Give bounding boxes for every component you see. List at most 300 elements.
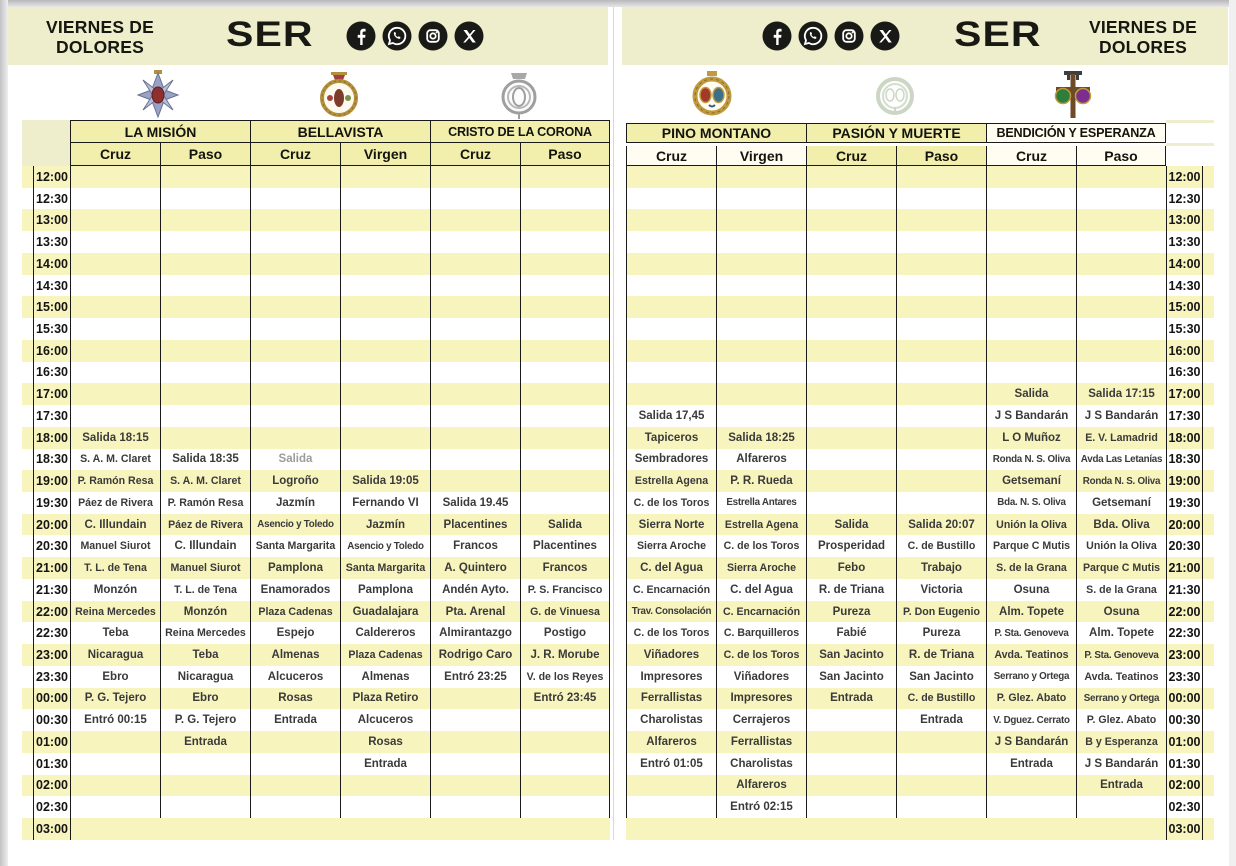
schedule-cell xyxy=(986,318,1076,340)
time-label: 15:30 xyxy=(1166,318,1203,340)
schedule-cell: Salida 19.45 xyxy=(430,492,520,514)
time-label: 20:00 xyxy=(1166,514,1203,536)
time-label: 02:00 xyxy=(1166,775,1203,797)
margin-strip xyxy=(22,231,33,253)
schedule-cell xyxy=(806,362,896,384)
schedule-cell: Jazmín xyxy=(250,492,340,514)
margin-strip xyxy=(1203,362,1214,384)
schedule-cell xyxy=(1076,318,1166,340)
schedule-cell: Guadalajara xyxy=(340,601,430,623)
schedule-cell xyxy=(430,449,520,471)
schedule-cell xyxy=(70,296,160,318)
schedule-cell: Estrella Agena xyxy=(626,470,716,492)
schedule-cell: T. L. de Tena xyxy=(70,557,160,579)
schedule-cell: Fernando VI xyxy=(340,492,430,514)
schedule-cell xyxy=(160,231,250,253)
col-header-pino-montano-virgen: Virgen xyxy=(716,146,806,166)
event-title: VIERNES DE DOLORES xyxy=(46,17,154,58)
schedule-cell xyxy=(806,731,896,753)
schedule-cell xyxy=(896,253,986,275)
bellavista-emblem xyxy=(316,69,362,126)
time-label: 21:00 xyxy=(1166,557,1203,579)
schedule-cell xyxy=(716,275,806,297)
schedule-cell xyxy=(340,253,430,275)
right-panel xyxy=(622,7,1228,866)
schedule-cell xyxy=(520,405,610,427)
margin-strip xyxy=(1203,818,1214,840)
schedule-cell: Teba xyxy=(160,644,250,666)
schedule-cell xyxy=(70,188,160,210)
instagram-icon xyxy=(834,21,864,51)
schedule-cell xyxy=(340,231,430,253)
schedule-cell xyxy=(626,209,716,231)
time-label: 15:30 xyxy=(33,318,70,340)
schedule-cell: Salida 18:25 xyxy=(716,427,806,449)
schedule-cell xyxy=(806,275,896,297)
margin-strip xyxy=(22,796,33,818)
schedule-cell xyxy=(986,209,1076,231)
schedule-cell xyxy=(70,775,160,797)
schedule-cell xyxy=(716,231,806,253)
schedule-cell: P. Glez. Abato xyxy=(986,688,1076,710)
schedule-cell xyxy=(430,405,520,427)
schedule-cell xyxy=(70,405,160,427)
schedule-cell: Charolistas xyxy=(716,753,806,775)
time-label: 17:30 xyxy=(1166,405,1203,427)
time-label: 14:30 xyxy=(33,275,70,297)
schedule-cell xyxy=(806,383,896,405)
schedule-cell: Rodrigo Caro xyxy=(430,644,520,666)
schedule-cell xyxy=(520,753,610,775)
schedule-cell xyxy=(160,166,250,188)
schedule-cell xyxy=(896,405,986,427)
schedule-cell: Febo xyxy=(806,557,896,579)
schedule-cell xyxy=(250,405,340,427)
schedule-cell xyxy=(1076,188,1166,210)
pino-montano-emblem xyxy=(689,69,735,126)
schedule-cell xyxy=(806,492,896,514)
schedule-cell: Salida 20:07 xyxy=(896,514,986,536)
time-label: 15:00 xyxy=(1166,296,1203,318)
schedule-cell: Alm. Topete xyxy=(986,601,1076,623)
schedule-cell xyxy=(1076,796,1166,818)
schedule-cell xyxy=(70,818,160,840)
schedule-cell: Charolistas xyxy=(626,709,716,731)
schedule-cell xyxy=(160,427,250,449)
schedule-cell xyxy=(340,449,430,471)
schedule-cell xyxy=(430,470,520,492)
schedule-cell xyxy=(250,796,340,818)
table-corner xyxy=(22,120,70,143)
schedule-cell xyxy=(986,340,1076,362)
schedule-cell: Alcuceros xyxy=(340,709,430,731)
margin-strip xyxy=(1203,601,1214,623)
schedule-cell xyxy=(1076,818,1166,840)
schedule-cell xyxy=(716,362,806,384)
schedule-cell xyxy=(626,796,716,818)
time-label: 12:00 xyxy=(1166,166,1203,188)
schedule-cell: Sierra Aroche xyxy=(716,557,806,579)
schedule-cell xyxy=(70,362,160,384)
schedule-cell xyxy=(626,383,716,405)
margin-strip xyxy=(1203,188,1214,210)
schedule-cell: Sierra Aroche xyxy=(626,535,716,557)
schedule-cell xyxy=(160,383,250,405)
table-body xyxy=(626,166,1214,840)
schedule-cell xyxy=(520,427,610,449)
schedule-cell xyxy=(986,275,1076,297)
schedule-cell: Páez de Rivera xyxy=(70,492,160,514)
margin-strip xyxy=(1203,427,1214,449)
schedule-cell xyxy=(160,340,250,362)
margin-strip xyxy=(1203,231,1214,253)
schedule-cell: Francos xyxy=(430,535,520,557)
schedule-cell: Osuna xyxy=(986,579,1076,601)
schedule-cell xyxy=(806,753,896,775)
schedule-cell xyxy=(340,362,430,384)
col-header-la-mision-paso: Paso xyxy=(160,143,250,166)
schedule-cell: Ronda N. S. Oliva xyxy=(1076,470,1166,492)
schedule-cell: Estrella Antares xyxy=(716,492,806,514)
schedule-cell xyxy=(896,796,986,818)
schedule-cell xyxy=(1076,231,1166,253)
schedule-cell: Salida xyxy=(806,514,896,536)
time-label: 16:00 xyxy=(33,340,70,362)
time-label: 12:30 xyxy=(1166,188,1203,210)
schedule-cell xyxy=(896,427,986,449)
margin-strip xyxy=(22,731,33,753)
schedule-cell xyxy=(716,405,806,427)
schedule-cell xyxy=(806,318,896,340)
schedule-cell: C. Illundain xyxy=(70,514,160,536)
table-body xyxy=(22,166,610,840)
schedule-cell xyxy=(430,209,520,231)
schedule-cell: L O Muñoz xyxy=(986,427,1076,449)
schedule-cell: Avda. Teatinos xyxy=(1076,666,1166,688)
schedule-cell xyxy=(716,209,806,231)
schedule-cell: Impresores xyxy=(626,666,716,688)
schedule-cell xyxy=(806,188,896,210)
schedule-cell xyxy=(986,775,1076,797)
schedule-cell: Manuel Siurot xyxy=(160,557,250,579)
time-label: 17:00 xyxy=(1166,383,1203,405)
schedule-cell: Pamplona xyxy=(250,557,340,579)
schedule-cell: Ferrallistas xyxy=(716,731,806,753)
time-label: 15:00 xyxy=(33,296,70,318)
schedule-cell: C. del Agua xyxy=(716,579,806,601)
schedule-cell xyxy=(430,753,520,775)
page-edge-right xyxy=(1229,0,1236,866)
schedule-cell: C. de Bustillo xyxy=(896,688,986,710)
table-corner xyxy=(1166,120,1214,123)
schedule-cell xyxy=(250,296,340,318)
schedule-cell: C. Illundain xyxy=(160,535,250,557)
schedule-cell xyxy=(520,470,610,492)
schedule-cell xyxy=(520,449,610,471)
schedule-cell: P. S. Francisco xyxy=(520,579,610,601)
margin-strip xyxy=(1203,644,1214,666)
schedule-cell: J S Bandarán xyxy=(986,731,1076,753)
page-edge-top xyxy=(0,0,1236,7)
time-label: 22:30 xyxy=(33,622,70,644)
schedule-cell: Plaza Retiro xyxy=(340,688,430,710)
schedule-cell: Andén Ayto. xyxy=(430,579,520,601)
schedule-cell: Entró 23:45 xyxy=(520,688,610,710)
schedule-cell xyxy=(896,166,986,188)
schedule-cell: Entrada xyxy=(1076,775,1166,797)
schedule-cell xyxy=(340,340,430,362)
group-header-cristo-de-la-corona: CRISTO DE LA CORONA xyxy=(430,120,610,143)
schedule-cell: R. de Triana xyxy=(806,579,896,601)
schedule-cell xyxy=(986,796,1076,818)
margin-strip xyxy=(1203,405,1214,427)
schedule-cell xyxy=(806,818,896,840)
schedule-cell: S. de la Grana xyxy=(1076,579,1166,601)
schedule-cell: Osuna xyxy=(1076,601,1166,623)
schedule-cell: Reina Mercedes xyxy=(160,622,250,644)
schedule-cell: B y Esperanza xyxy=(1076,731,1166,753)
schedule-cell: Rosas xyxy=(340,731,430,753)
col-header-bellavista-virgen: Virgen xyxy=(340,143,430,166)
schedule-cell: C. de los Toros xyxy=(626,492,716,514)
schedule-cell xyxy=(520,318,610,340)
schedule-cell xyxy=(430,188,520,210)
schedule-cell: J S Bandarán xyxy=(986,405,1076,427)
schedule-cell xyxy=(340,775,430,797)
schedule-cell xyxy=(986,231,1076,253)
schedule-cell xyxy=(896,753,986,775)
schedule-cell xyxy=(430,427,520,449)
left-banner xyxy=(8,7,608,65)
schedule-cell: Ferrallistas xyxy=(626,688,716,710)
schedule-cell: Plaza Cadenas xyxy=(340,644,430,666)
schedule-cell: C. de Bustillo xyxy=(896,535,986,557)
margin-strip xyxy=(1203,492,1214,514)
margin-strip xyxy=(1203,557,1214,579)
margin-strip xyxy=(1203,775,1214,797)
schedule-cell xyxy=(160,209,250,231)
schedule-cell: Pamplona xyxy=(340,579,430,601)
schedule-cell: Ebro xyxy=(70,666,160,688)
schedule-cell xyxy=(1076,296,1166,318)
schedule-cell xyxy=(340,209,430,231)
schedule-cell xyxy=(520,731,610,753)
schedule-cell: Entrada xyxy=(896,709,986,731)
margin-strip xyxy=(22,688,33,710)
margin-strip xyxy=(22,405,33,427)
la-mision-emblem xyxy=(135,69,181,126)
schedule-cell: Asencio y Toledo xyxy=(250,514,340,536)
time-label: 16:00 xyxy=(1166,340,1203,362)
schedule-cell: Entrada xyxy=(340,753,430,775)
schedule-cell xyxy=(1076,275,1166,297)
schedule-cell xyxy=(430,275,520,297)
schedule-cell xyxy=(806,231,896,253)
margin-strip xyxy=(22,557,33,579)
time-label: 12:00 xyxy=(33,166,70,188)
schedule-cell: P. R. Rueda xyxy=(716,470,806,492)
schedule-cell: Entró 02:15 xyxy=(716,796,806,818)
schedule-cell: Serrano y Ortega xyxy=(986,666,1076,688)
schedule-cell xyxy=(70,318,160,340)
schedule-cell: Trav. Consolación xyxy=(626,601,716,623)
schedule-cell xyxy=(430,340,520,362)
schedule-cell: P. Sta. Genoveva xyxy=(1076,644,1166,666)
schedule-cell xyxy=(806,427,896,449)
schedule-cell: San Jacinto xyxy=(896,666,986,688)
col-header-la-mision-cruz: Cruz xyxy=(70,143,160,166)
schedule-cell xyxy=(520,296,610,318)
schedule-cell xyxy=(430,709,520,731)
col-header-bendicion-y-esperanza-paso: Paso xyxy=(1076,146,1166,166)
social-icons xyxy=(346,21,484,51)
time-label: 16:30 xyxy=(1166,362,1203,384)
schedule-cell xyxy=(716,818,806,840)
schedule-cell xyxy=(626,188,716,210)
social-icons xyxy=(762,21,900,51)
margin-strip xyxy=(22,514,33,536)
table-corner xyxy=(22,143,70,166)
schedule-cell: V. Dguez. Cerrato xyxy=(986,709,1076,731)
time-label: 01:30 xyxy=(33,753,70,775)
schedule-cell xyxy=(626,275,716,297)
schedule-cell xyxy=(160,775,250,797)
schedule-cell xyxy=(626,231,716,253)
schedule-cell xyxy=(1076,362,1166,384)
schedule-cell: P. G. Tejero xyxy=(160,709,250,731)
time-label: 14:00 xyxy=(33,253,70,275)
time-label: 13:30 xyxy=(1166,231,1203,253)
schedule-cell: Getsemaní xyxy=(986,470,1076,492)
time-label: 02:30 xyxy=(33,796,70,818)
schedule-cell: P. Glez. Abato xyxy=(1076,709,1166,731)
schedule-cell xyxy=(340,318,430,340)
schedule-cell xyxy=(520,383,610,405)
schedule-cell: Viñadores xyxy=(626,644,716,666)
time-label: 20:30 xyxy=(33,535,70,557)
time-label: 00:30 xyxy=(33,709,70,731)
schedule-cell: Francos xyxy=(520,557,610,579)
schedule-cell xyxy=(806,209,896,231)
schedule-cell xyxy=(160,796,250,818)
schedule-cell: Asencio y Toledo xyxy=(340,535,430,557)
right-banner xyxy=(622,7,1228,65)
margin-strip xyxy=(22,601,33,623)
schedule-cell xyxy=(430,296,520,318)
col-header-cristo-de-la-corona-cruz: Cruz xyxy=(430,143,520,166)
schedule-cell: S. de la Grana xyxy=(986,557,1076,579)
schedule-cell xyxy=(70,731,160,753)
schedule-cell xyxy=(896,231,986,253)
margin-strip xyxy=(22,275,33,297)
schedule-cell: Pureza xyxy=(806,601,896,623)
time-label: 01:30 xyxy=(1166,753,1203,775)
margin-strip xyxy=(22,579,33,601)
schedule-cell xyxy=(70,340,160,362)
schedule-cell: Entró 01:05 xyxy=(626,753,716,775)
schedule-cell: Teba xyxy=(70,622,160,644)
schedule-cell: Salida 18:15 xyxy=(70,427,160,449)
schedule-cell xyxy=(896,470,986,492)
margin-strip xyxy=(22,709,33,731)
x-icon xyxy=(454,21,484,51)
time-label: 14:00 xyxy=(1166,253,1203,275)
schedule-cell: Trabajo xyxy=(896,557,986,579)
schedule-cell: E. V. Lamadrid xyxy=(1076,427,1166,449)
schedule-cell xyxy=(340,796,430,818)
schedule-cell: San Jacinto xyxy=(806,644,896,666)
schedule-cell: Tapiceros xyxy=(626,427,716,449)
schedule-cell xyxy=(430,796,520,818)
schedule-cell xyxy=(160,405,250,427)
schedule-cell xyxy=(520,231,610,253)
schedule-cell: C. de los Toros xyxy=(716,644,806,666)
schedule-cell xyxy=(896,275,986,297)
whatsapp-icon xyxy=(382,21,412,51)
schedule-cell xyxy=(160,253,250,275)
schedule-cell xyxy=(520,188,610,210)
margin-strip xyxy=(1203,275,1214,297)
schedule-cell xyxy=(716,166,806,188)
schedule-cell: Páez de Rivera xyxy=(160,514,250,536)
ser-logo: SER xyxy=(226,15,314,55)
schedule-cell xyxy=(520,340,610,362)
schedule-cell xyxy=(160,296,250,318)
schedule-cell xyxy=(896,492,986,514)
margin-strip xyxy=(22,535,33,557)
time-label: 14:30 xyxy=(1166,275,1203,297)
margin-strip xyxy=(1203,796,1214,818)
panel-divider xyxy=(613,7,614,840)
schedule-cell: Impresores xyxy=(716,688,806,710)
schedule-cell: Reina Mercedes xyxy=(70,601,160,623)
schedule-cell: Plaza Cadenas xyxy=(250,601,340,623)
schedule-cell: Sembradores xyxy=(626,449,716,471)
time-label: 19:00 xyxy=(33,470,70,492)
ser-logo: SER xyxy=(954,15,1042,55)
time-label: 18:00 xyxy=(33,427,70,449)
time-label: 17:30 xyxy=(33,405,70,427)
emblem-band xyxy=(8,65,608,120)
schedule-cell xyxy=(716,340,806,362)
margin-strip xyxy=(22,492,33,514)
col-header-cristo-de-la-corona-paso: Paso xyxy=(520,143,610,166)
margin-strip xyxy=(22,775,33,797)
schedule-cell xyxy=(1076,166,1166,188)
schedule-cell xyxy=(1076,340,1166,362)
emblem-band xyxy=(622,65,1228,120)
time-label: 01:00 xyxy=(1166,731,1203,753)
schedule-cell: Caldereros xyxy=(340,622,430,644)
margin-strip xyxy=(1203,622,1214,644)
schedule-cell xyxy=(626,166,716,188)
time-label: 03:00 xyxy=(1166,818,1203,840)
schedule-cell: Almenas xyxy=(340,666,430,688)
time-label: 00:30 xyxy=(1166,709,1203,731)
schedule-cell xyxy=(626,340,716,362)
schedule-cell xyxy=(250,362,340,384)
schedule-cell xyxy=(70,253,160,275)
schedule-cell xyxy=(70,166,160,188)
schedule-cell: Rosas xyxy=(250,688,340,710)
schedule-cell xyxy=(430,166,520,188)
time-label: 23:30 xyxy=(33,666,70,688)
schedule-cell xyxy=(250,209,340,231)
schedule-cell xyxy=(520,818,610,840)
group-header-la-mision: LA MISIÓN xyxy=(70,120,250,143)
schedule-cell xyxy=(896,362,986,384)
time-label: 22:00 xyxy=(1166,601,1203,623)
